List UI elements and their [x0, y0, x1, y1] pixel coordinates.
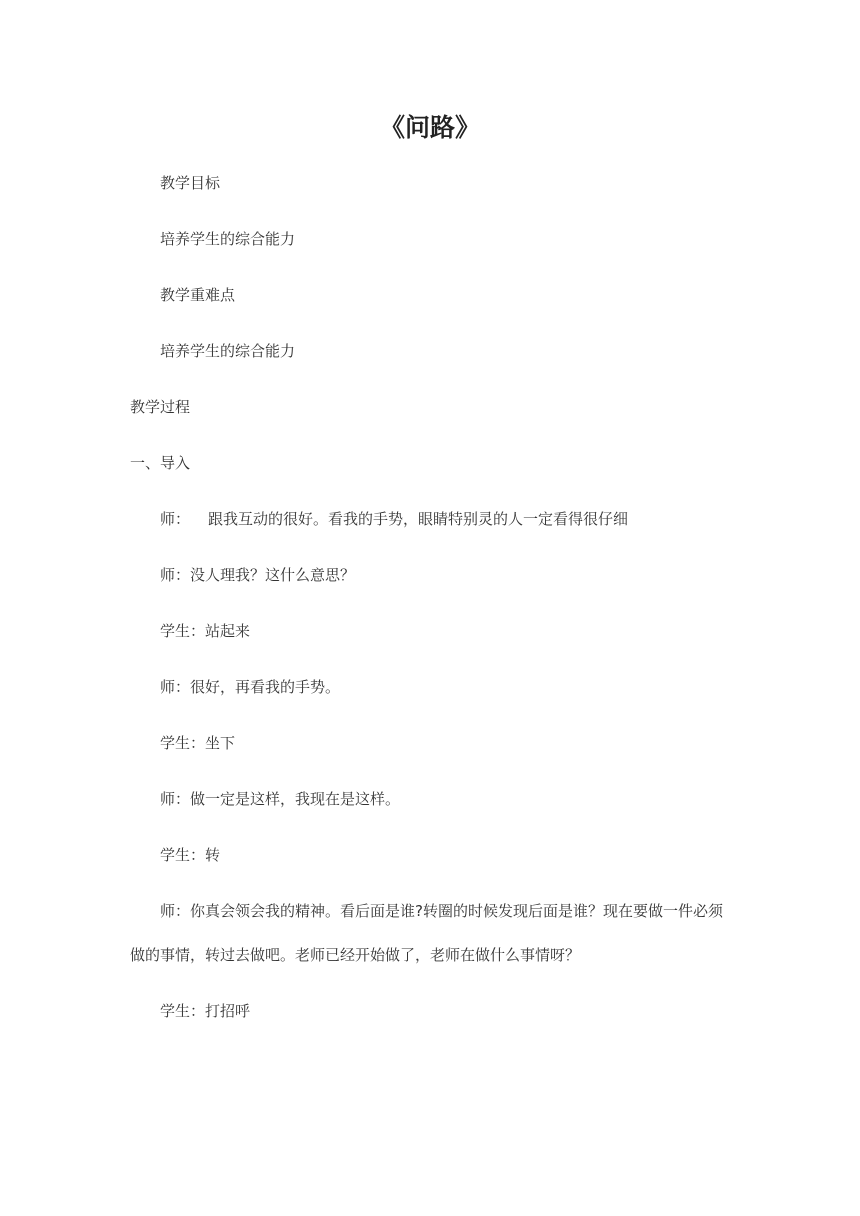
dialogue-text: 没人理我？这什么意思？ [190, 566, 356, 584]
key-points-heading: 教学重难点 [160, 286, 236, 304]
dialogue-text: 坐下 [205, 734, 236, 752]
dialogue-continuation: 做的事情，转过去做吧。老师已经开始做了，老师在做什么事情呀？ [130, 946, 581, 964]
speaker-label: 师： [160, 790, 191, 808]
speaker-label: 师： [160, 902, 191, 920]
key-points-text: 培养学生的综合能力 [160, 342, 296, 360]
objectives-text: 培养学生的综合能力 [160, 230, 296, 248]
speaker-label: 学生： [160, 622, 206, 640]
process-heading: 教学过程 [130, 398, 191, 416]
dialogue-line [160, 844, 220, 866]
dialogue-line [160, 676, 340, 698]
speaker-label: 学生： [160, 846, 206, 864]
dialogue-text: 跟我互动的很好。看我的手势，眼睛特别灵的人一定看得很仔细 [208, 510, 629, 528]
dialogue-text: 转 [205, 846, 221, 864]
dialogue-line [160, 788, 400, 810]
section-one-heading: 一、导入 [130, 454, 191, 472]
objectives-heading: 教学目标 [160, 174, 221, 192]
dialogue-text: 你真会领会我的精神。看后面是谁?转圈的时候发现后面是谁？现在要做一件必须 [190, 902, 723, 920]
speaker-label: 师： [160, 510, 191, 528]
dialogue-text: 做一定是这样，我现在是这样。 [190, 790, 401, 808]
dialogue-text: 打招呼 [205, 1002, 251, 1020]
dialogue-line [160, 1000, 250, 1022]
document-title: 《问路》 [379, 113, 480, 142]
speaker-label: 学生： [160, 1002, 206, 1020]
dialogue-line [160, 732, 235, 754]
speaker-label: 学生： [160, 734, 206, 752]
dialogue-line [160, 900, 723, 922]
dialogue-text: 站起来 [205, 622, 251, 640]
dialogue-line [160, 620, 250, 642]
speaker-label: 师： [160, 566, 191, 584]
speaker-label: 师： [160, 678, 191, 696]
dialogue-line [160, 508, 628, 530]
dialogue-text: 很好，再看我的手势。 [190, 678, 341, 696]
dialogue-line [160, 564, 355, 586]
